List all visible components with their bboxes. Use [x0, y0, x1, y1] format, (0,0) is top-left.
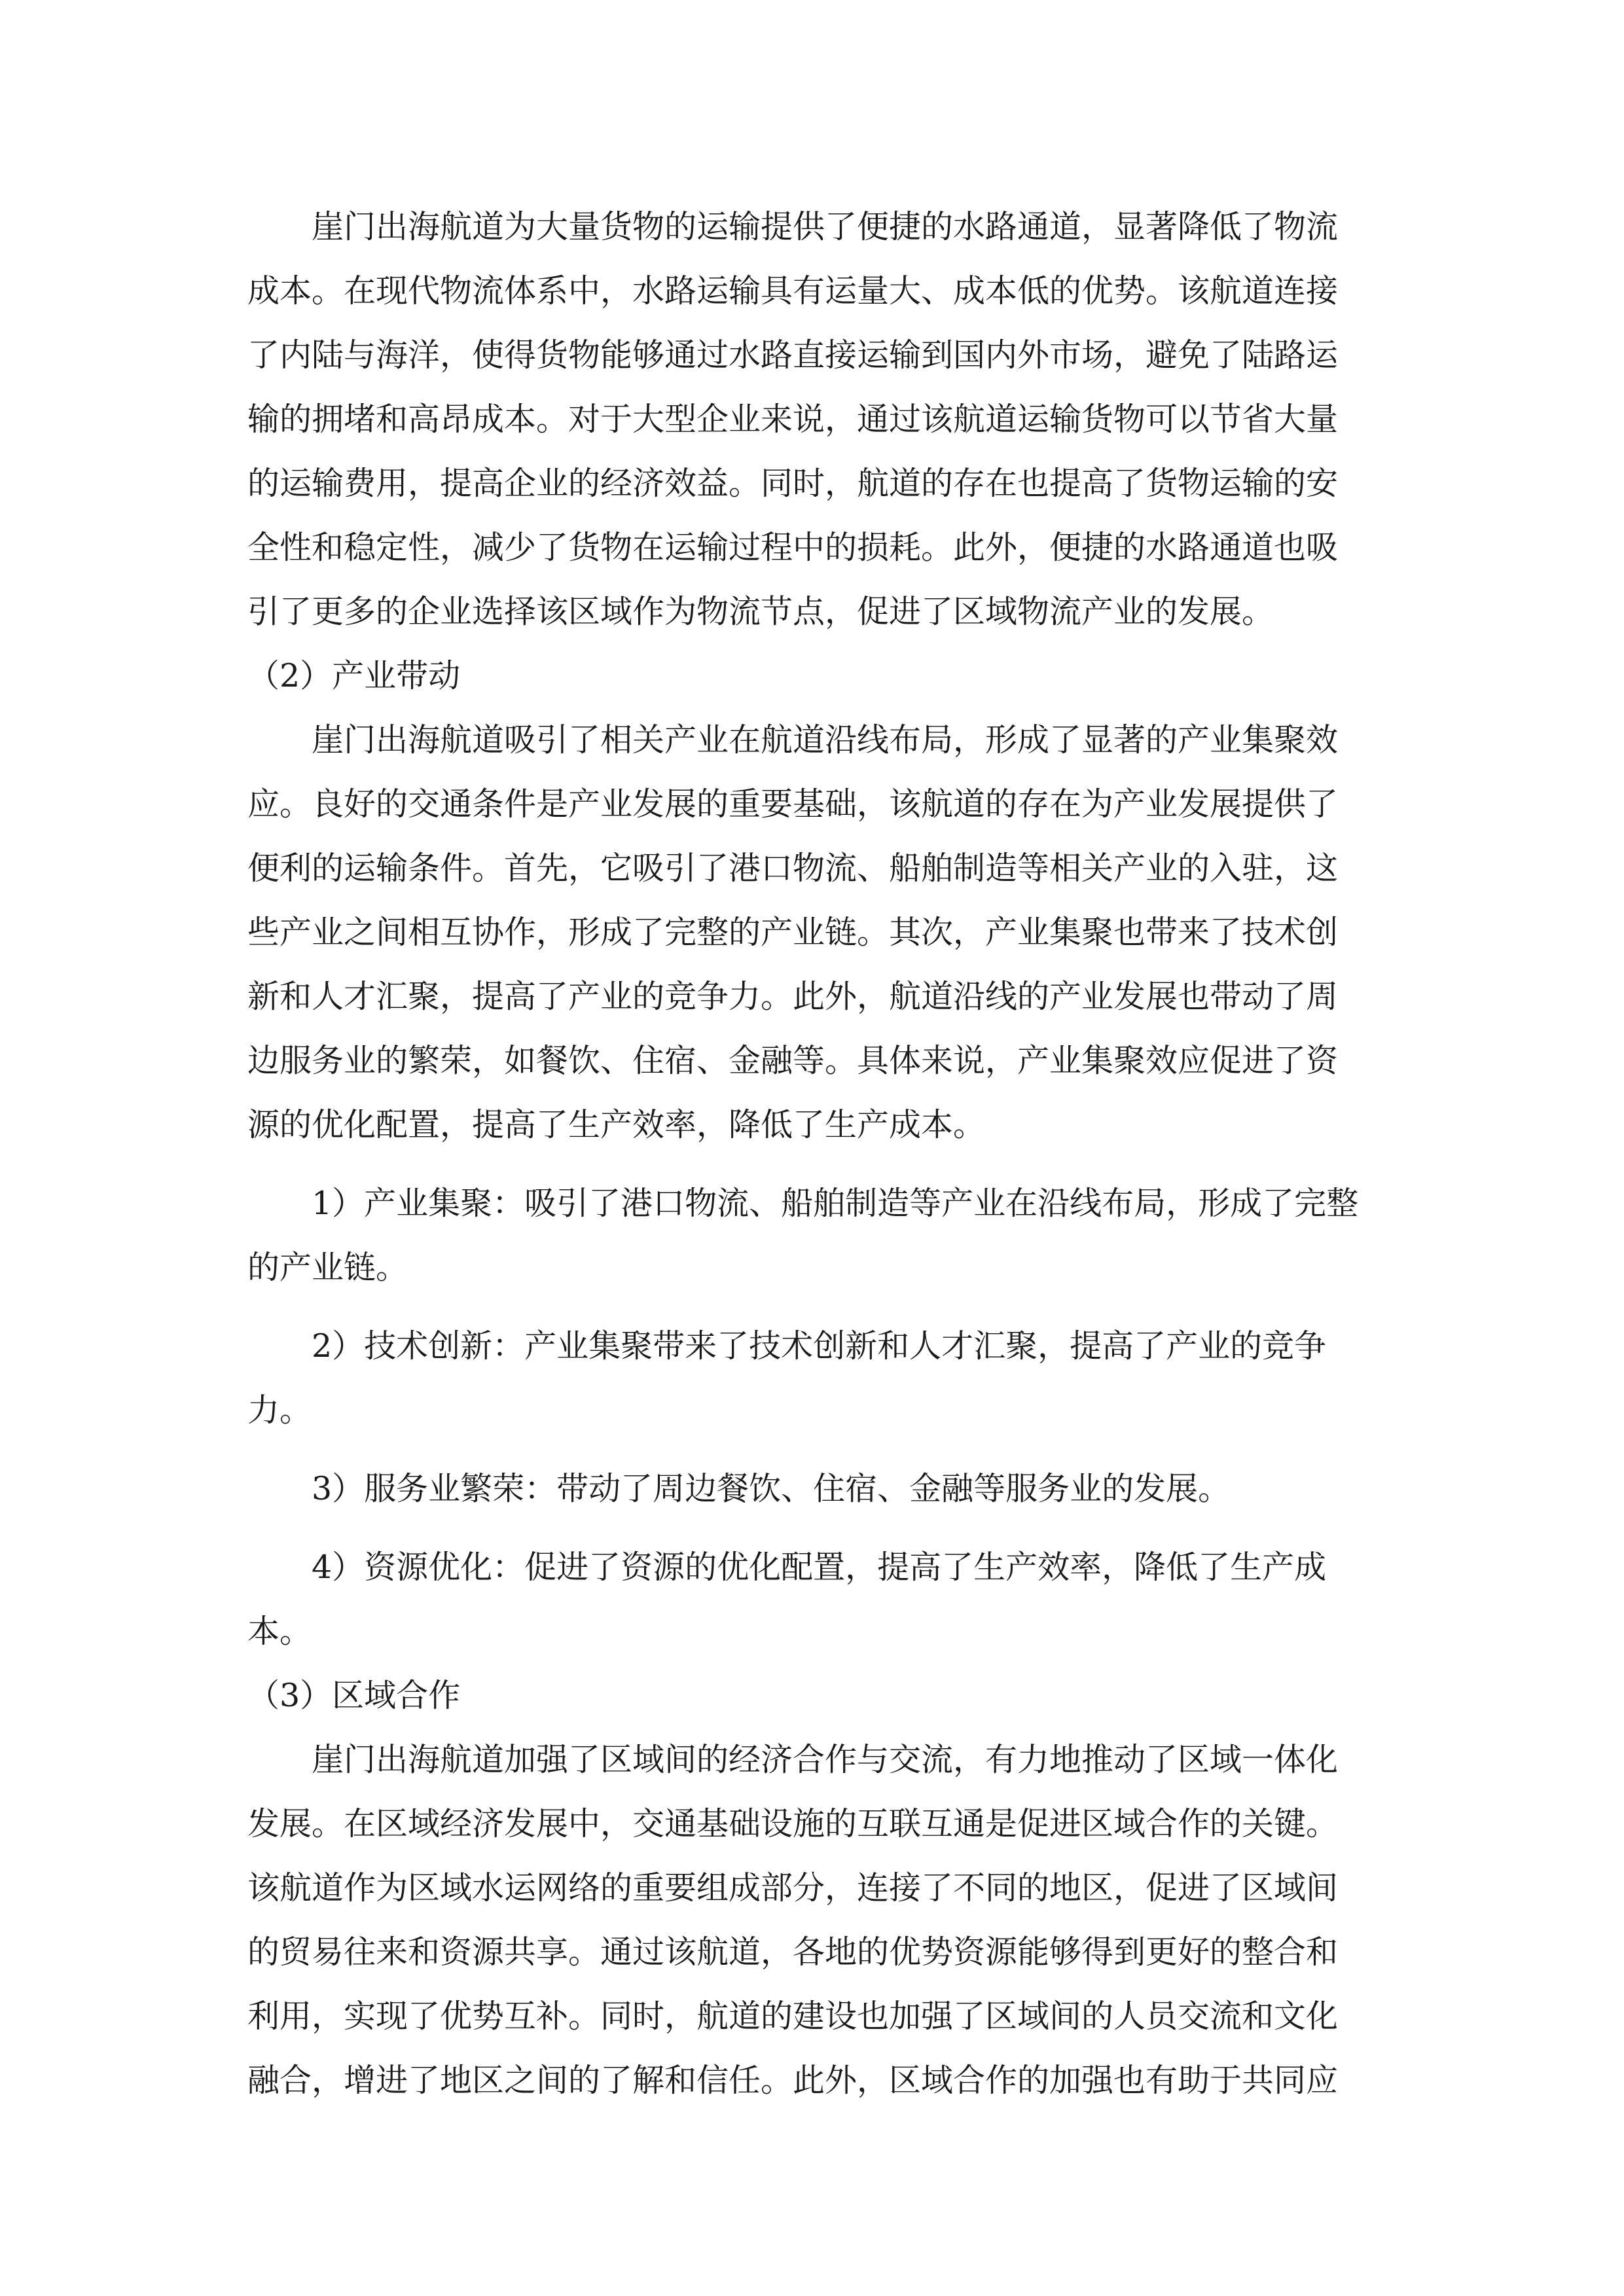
paragraph-2-line-2: 应。良好的交通条件是产业发展的重要基础，该航道的存在为产业发展提供了	[247, 785, 1339, 823]
paragraph-3-line-3: 该航道作为区域水运网络的重要组成部分，连接了不同的地区，促进了区域间	[247, 1869, 1339, 1907]
paragraph-2-line-4: 些产业之间相互协作，形成了完整的产业链。其次，产业集聚也带来了技术创	[247, 914, 1339, 951]
paragraph-3-line-2: 发展。在区域经济发展中，交通基础设施的互联互通是促进区域合作的关键。	[247, 1805, 1339, 1842]
paragraph-3-line-4: 的贸易往来和资源共享。通过该航道，各地的优势资源能够得到更好的整合和	[247, 1933, 1339, 1971]
paragraph-1-line-7: 引了更多的企业选择该区域作为物流节点，促进了区域物流产业的发展。	[247, 593, 1274, 630]
paragraph-1-line-5: 的运输费用，提高企业的经济效益。同时，航道的存在也提高了货物运输的安	[247, 465, 1339, 502]
list-item-3-line-1: 3）服务业繁荣：带动了周边餐饮、住宿、金融等服务业的发展。	[312, 1470, 1231, 1507]
paragraph-1-line-6: 全性和稳定性，减少了货物在运输过程中的损耗。此外，便捷的水路通道也吸	[247, 529, 1339, 566]
list-item-2-line-1: 2）技术创新：产业集聚带来了技术创新和人才汇聚，提高了产业的竞争	[312, 1327, 1327, 1365]
paragraph-2-line-3: 便利的运输条件。首先，它吸引了港口物流、船舶制造等相关产业的入驻，这	[247, 850, 1339, 887]
list-item-4-line-1: 4）资源优化：促进了资源的优化配置，提高了生产效率，降低了生产成	[312, 1549, 1327, 1586]
paragraph-3-line-1: 崖门出海航道加强了区域间的经济合作与交流，有力地推动了区域一体化	[312, 1741, 1339, 1778]
paragraph-2-line-7: 源的优化配置，提高了生产效率，降低了生产成本。	[247, 1106, 986, 1143]
paragraph-2-line-6: 边服务业的繁荣，如餐饮、住宿、金融等。具体来说，产业集聚效应促进了资	[247, 1042, 1339, 1079]
paragraph-1-line-1: 崖门出海航道为大量货物的运输提供了便捷的水路通道，显著降低了物流	[312, 208, 1339, 245]
list-item-4-line-2: 本。	[247, 1613, 312, 1650]
paragraph-3-line-5: 利用，实现了优势互补。同时，航道的建设也加强了区域间的人员交流和文化	[247, 1998, 1339, 2035]
section-heading-regional: （3）区域合作	[247, 1677, 461, 1714]
list-item-2-line-2: 力。	[247, 1391, 312, 1429]
paragraph-1-line-3: 了内陆与海洋，使得货物能够通过水路直接运输到国内外市场，避免了陆路运	[247, 336, 1339, 374]
section-heading-industry: （2）产业带动	[247, 657, 461, 694]
paragraph-2-line-1: 崖门出海航道吸引了相关产业在航道沿线布局，形成了显著的产业集聚效	[312, 721, 1339, 759]
paragraph-2-line-5: 新和人才汇聚，提高了产业的竞争力。此外，航道沿线的产业发展也带动了周	[247, 978, 1339, 1015]
list-item-1-line-1: 1）产业集聚：吸引了港口物流、船舶制造等产业在沿线布局，形成了完整	[312, 1185, 1359, 1222]
paragraph-3-line-6: 融合，增进了地区之间的了解和信任。此外，区域合作的加强也有助于共同应	[247, 2062, 1339, 2099]
list-item-1-line-2: 的产业链。	[247, 1249, 408, 1286]
paragraph-1-line-2: 成本。在现代物流体系中，水路运输具有运量大、成本低的优势。该航道连接	[247, 272, 1339, 310]
paragraph-1-line-4: 输的拥堵和高昂成本。对于大型企业来说，通过该航道运输货物可以节省大量	[247, 401, 1339, 438]
